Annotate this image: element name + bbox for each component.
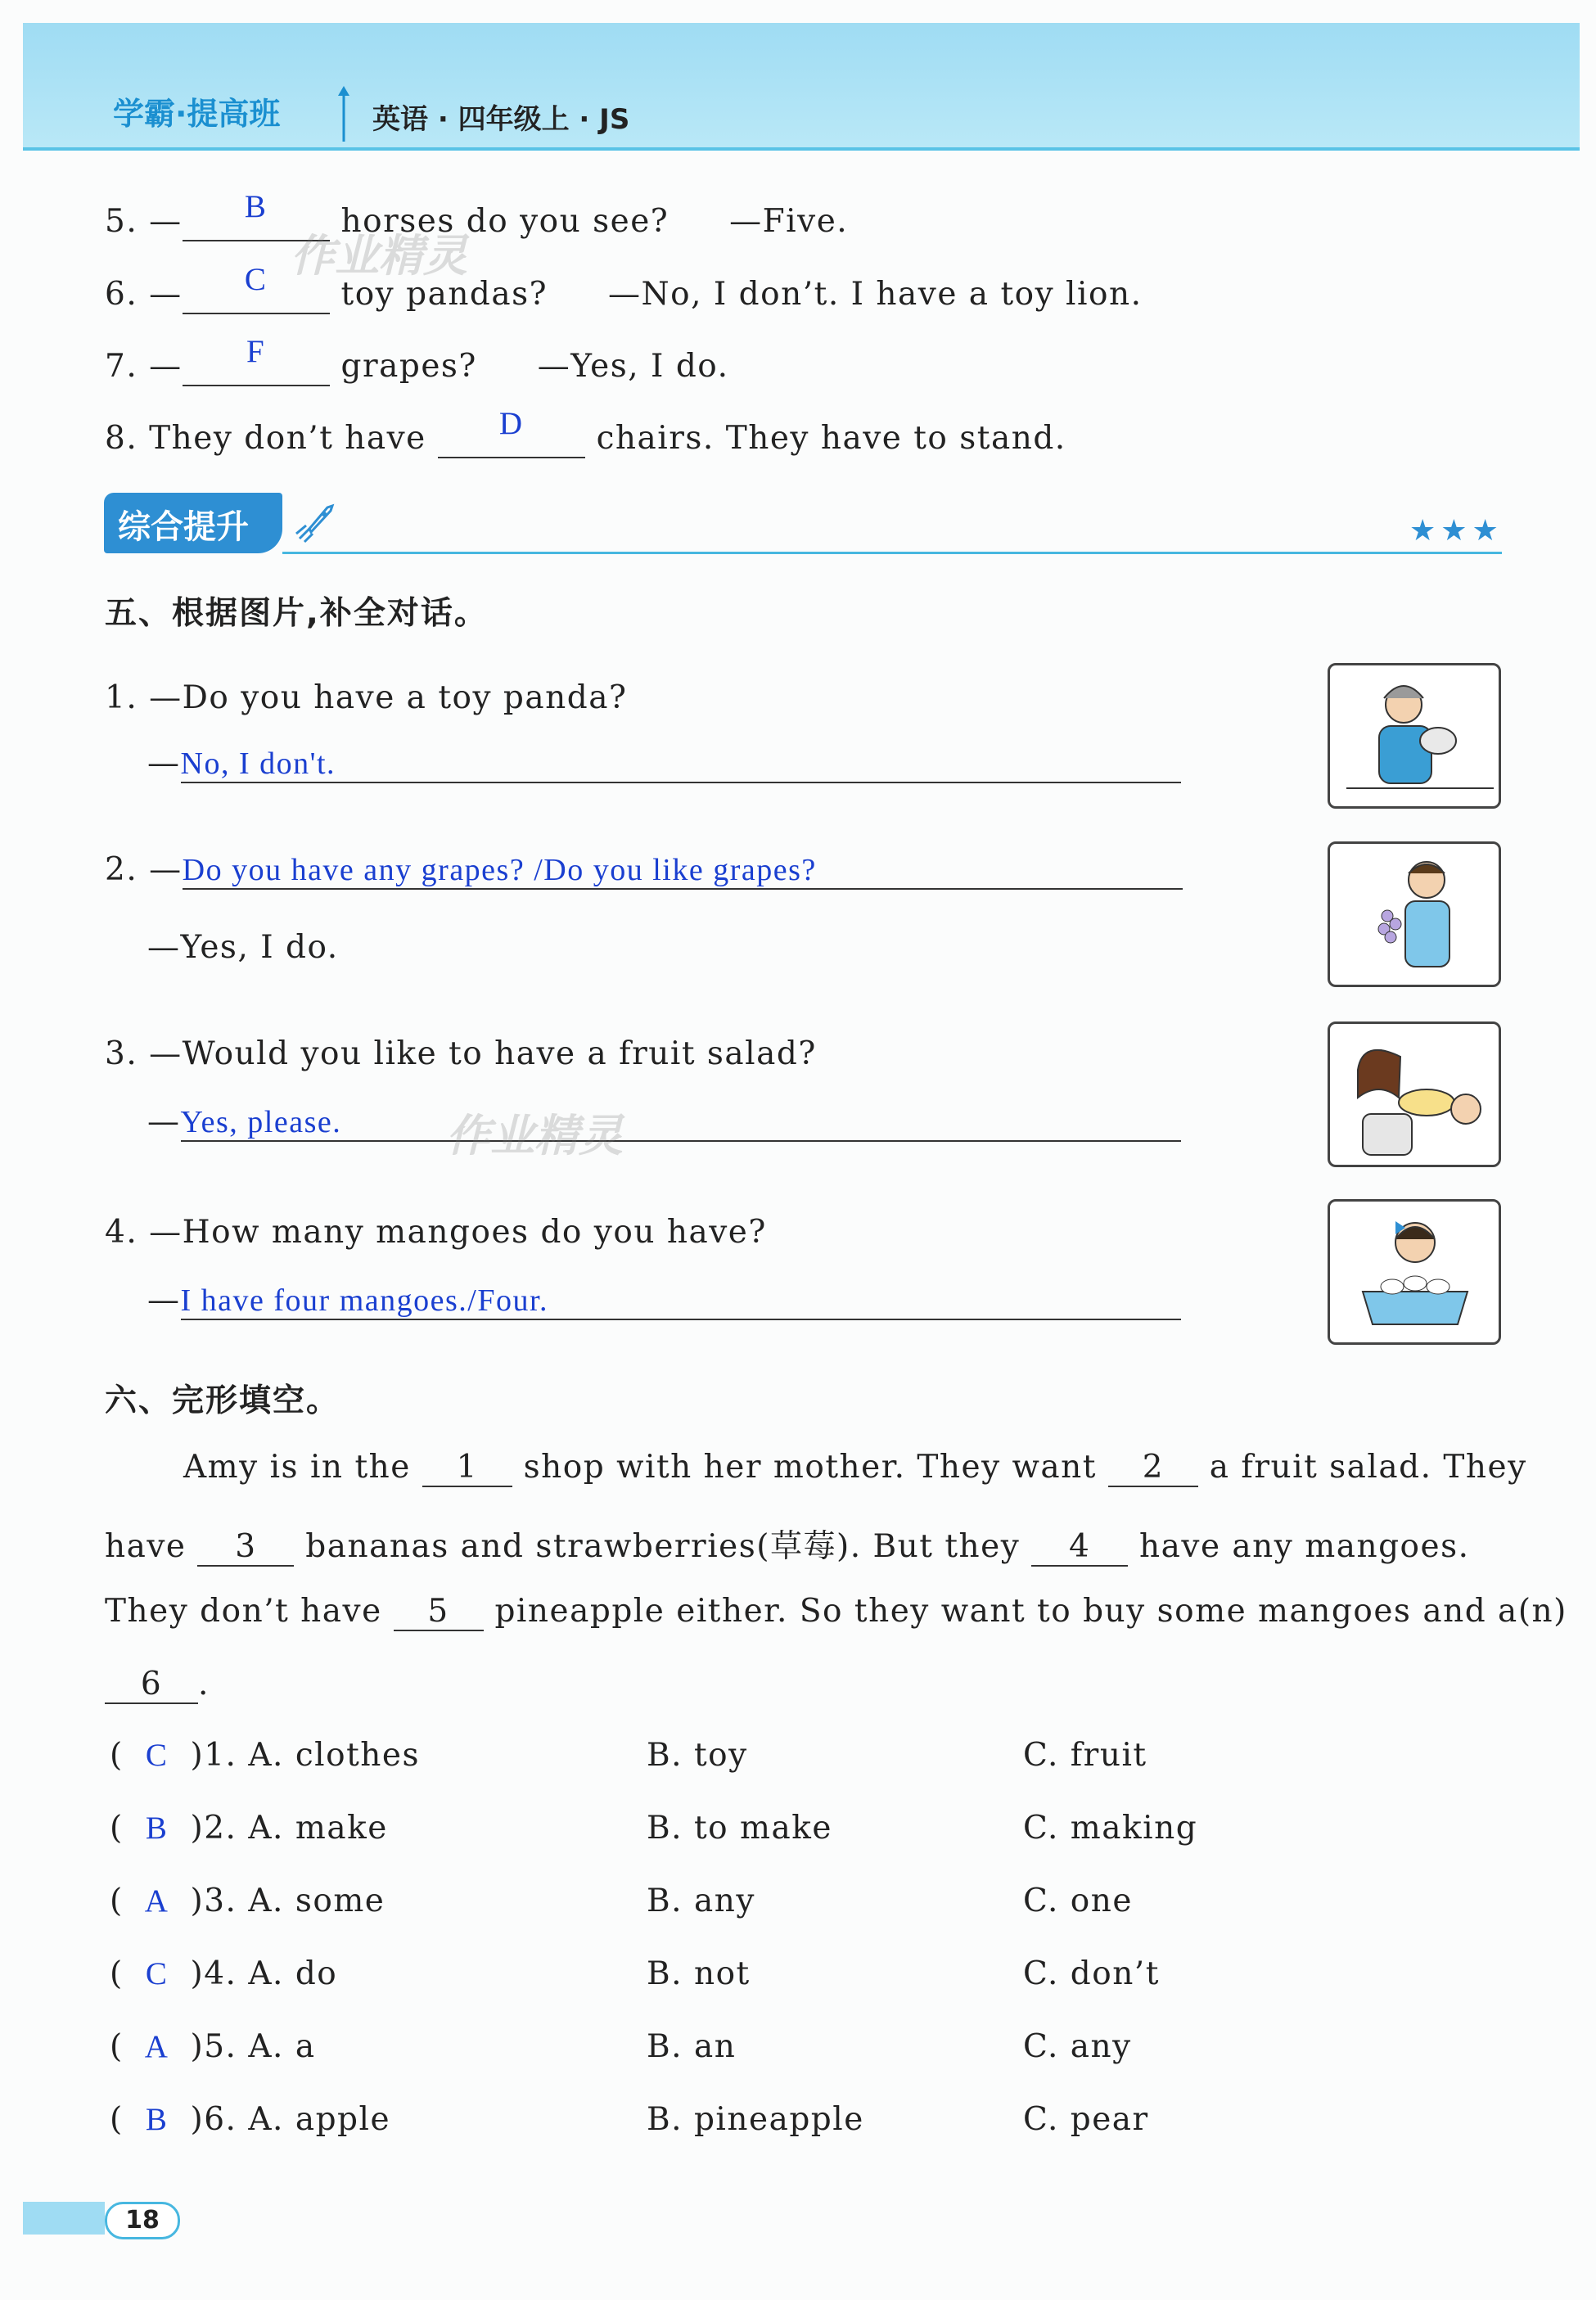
watermark-2: 作业精灵 bbox=[446, 1110, 623, 1161]
cloze-q3: ( A )3. A. some bbox=[110, 1883, 385, 1919]
part-six-heading: 六、完形填空。 bbox=[105, 1382, 340, 1419]
cloze-q4: ( C )4. A. do bbox=[110, 1955, 338, 1992]
cloze-q6: ( B )6. A. apple bbox=[110, 2101, 391, 2138]
section-title: 综合提升 bbox=[118, 508, 249, 546]
cloze-q4-option-c: C. don’t bbox=[1023, 1955, 1160, 1992]
picture-boy-grapes bbox=[1328, 841, 1501, 987]
cloze-q6-option-c: C. pear bbox=[1023, 2101, 1149, 2138]
cloze-q6-option-b: B. pineapple bbox=[647, 2101, 864, 2138]
cloze-q2: ( B )2. A. make bbox=[110, 1810, 388, 1847]
picture-grandma-cat bbox=[1328, 663, 1501, 809]
passage-line-2: have 3 bananas and strawberries(草莓). But they 4 have any mangoes. bbox=[105, 1528, 1470, 1565]
p5-item4-answer-row: —I have four mangoes./Four. bbox=[147, 1282, 1181, 1320]
passage-line-1: Amy is in the 1 shop with her mother. They want 2 a fruit salad. They bbox=[183, 1449, 1527, 1486]
p5-item3-question: 3. —Would you like to have a fruit salad? bbox=[105, 1035, 817, 1072]
p5-item1-answer-row: —No, I don't. bbox=[147, 745, 1181, 783]
cloze-q2-option-c: C. making bbox=[1023, 1810, 1198, 1847]
part-five-heading: 五、根据图片,补全对话。 bbox=[105, 595, 488, 632]
passage-line-3: They don’t have 5 pineapple either. So they want to buy some mangoes and a(n) bbox=[105, 1593, 1567, 1630]
difficulty-stars: ★★★ bbox=[1409, 514, 1504, 548]
cloze-q2-option-b: B. to make bbox=[647, 1810, 832, 1847]
picture-girl-mangoes bbox=[1328, 1199, 1501, 1345]
cloze-q5-option-c: C. any bbox=[1023, 2028, 1132, 2065]
p5-item2-reply: —Yes, I do. bbox=[147, 929, 339, 966]
passage-line-4: 6 . bbox=[105, 1666, 210, 1704]
cloze-q3-option-c: C. one bbox=[1023, 1883, 1133, 1919]
subject-label: 英语 · 四年级上 · JS bbox=[372, 103, 630, 136]
q4-8: 8. They don’t have D chairs. They have to stand. bbox=[105, 406, 1066, 457]
p5-item2-question-row: 2. —Do you have any grapes? /Do you like grapes? bbox=[105, 851, 1183, 890]
cloze-q5: ( A )5. A. a bbox=[110, 2028, 316, 2065]
cloze-q3-option-b: B. any bbox=[647, 1883, 755, 1919]
brand-title: 学霸·提高班 bbox=[113, 96, 281, 132]
picture-mother-fruit-salad bbox=[1328, 1021, 1501, 1167]
cloze-q5-option-b: B. an bbox=[647, 2028, 737, 2065]
q4-7: 7. — F grapes? —Yes, I do. bbox=[105, 334, 729, 385]
page-number: 18 bbox=[105, 2202, 180, 2239]
rocket-icon bbox=[291, 501, 337, 547]
cloze-q1-option-b: B. toy bbox=[647, 1737, 748, 1774]
p5-item1-question: 1. —Do you have a toy panda? bbox=[105, 679, 628, 716]
q4-6: 6. — C toy pandas? —No, I don’t. I have a toy lion. bbox=[105, 262, 1143, 313]
cloze-q4-option-b: B. not bbox=[647, 1955, 751, 1992]
q4-5: 5. — B horses do you see? —Five. bbox=[105, 189, 849, 240]
footer-bar bbox=[23, 2202, 105, 2235]
p5-item3-answer-row: —Yes, please. bbox=[147, 1103, 1181, 1142]
cloze-q1-option-c: C. fruit bbox=[1023, 1737, 1147, 1774]
section-divider bbox=[282, 552, 1502, 554]
cloze-q1: ( C )1. A. clothes bbox=[110, 1737, 421, 1774]
watermark: 作业精灵 bbox=[291, 230, 467, 282]
p5-item4-question: 4. —How many mangoes do you have? bbox=[105, 1214, 767, 1251]
up-arrow-icon bbox=[336, 86, 352, 143]
